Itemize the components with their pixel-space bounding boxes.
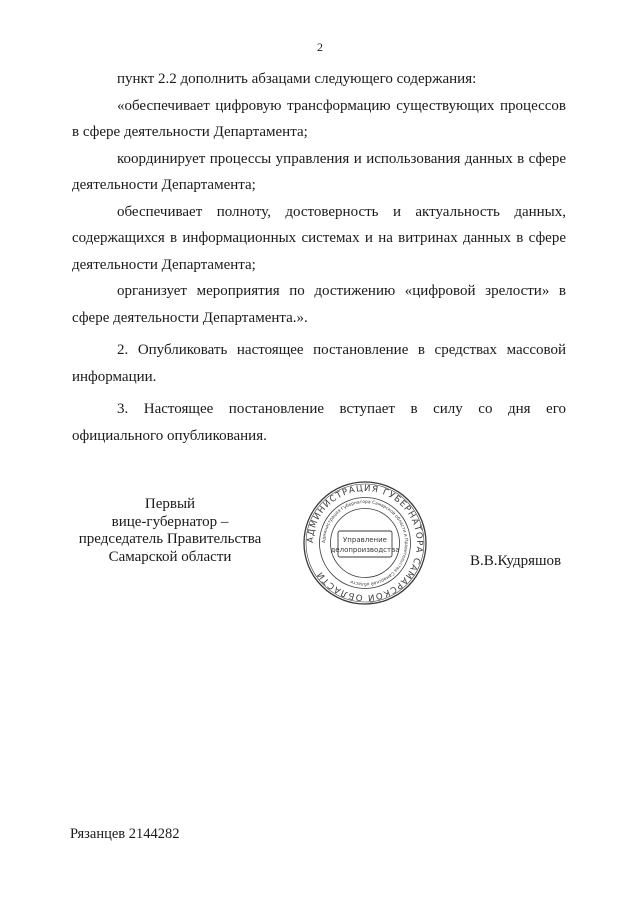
- paragraph: 2. Опубликовать настоящее постановление в средствах массовой информации.: [72, 342, 566, 385]
- paragraph: обеспечивает полноту, достоверность и актуальность данных, содержащихся в информационных системах и на витринах данных в сфере деятельности Департамента;: [72, 203, 566, 273]
- seal-center-line: делопроизводства: [330, 546, 400, 554]
- paragraph: организует мероприятия по достижению «цифровой зрелости» в сфере деятельности Департамента.».: [72, 283, 566, 326]
- signer-title-line: Самарской области: [108, 548, 232, 565]
- executor-info: Рязанцев 2144282: [70, 826, 180, 842]
- signer-name: В.В.Кудряшов: [470, 553, 562, 569]
- official-seal: [302, 480, 428, 606]
- paragraph: 3. Настоящее постановление вступает в силу со дня его официального опубликования.: [72, 401, 566, 444]
- seal-outer-text: АДМИНИСТРАЦИЯ ГУБЕРНАТОРА САМАРСКОЙ ОБЛАСТИ: [305, 483, 425, 603]
- document-body: [72, 66, 566, 449]
- paragraph: пункт 2.2 дополнить абзацами следующего содержания:: [117, 71, 477, 87]
- signer-title-line: председатель Правительства: [78, 531, 262, 547]
- seal-center-line: Управление: [343, 536, 387, 544]
- seal-inner-text: Администрация Губернатора Самарской области и Правительства Самарской области: [321, 499, 409, 587]
- signer-title-line: Первый: [144, 496, 196, 512]
- signer-title: [72, 496, 268, 566]
- paragraph: координирует процессы управления и использования данных в сфере деятельности Департамента;: [72, 150, 566, 193]
- paragraph: «обеспечивает цифровую трансформацию существующих процессов в сфере деятельности Департамента;: [72, 97, 566, 140]
- page-number: 2: [317, 40, 323, 54]
- signer-title-line: вице-губернатор –: [111, 513, 229, 530]
